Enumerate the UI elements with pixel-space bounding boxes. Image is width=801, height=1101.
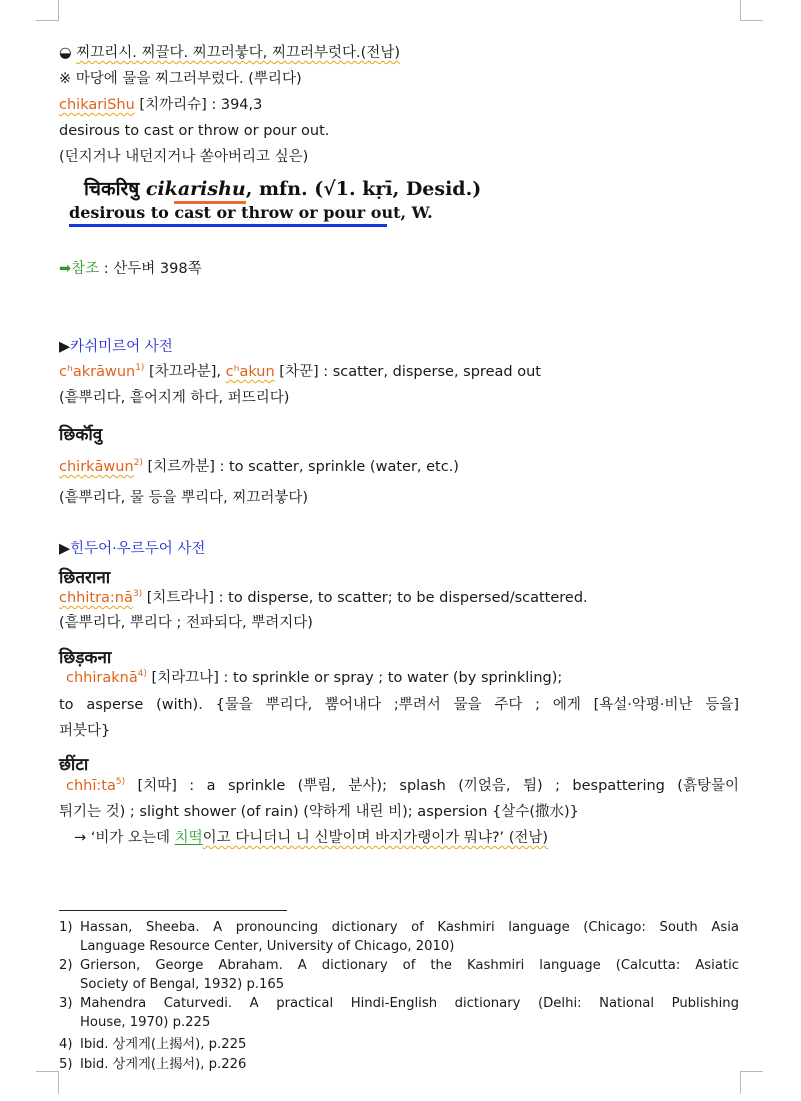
triangle-right-icon: ▶: [59, 541, 71, 557]
hindi-gloss-ko-1: (흩뿌리다, 뿌리다 ; 전파되다, 뿌려지다): [59, 615, 313, 631]
hindi-devanagari-2: छिड़कना: [59, 648, 112, 668]
footnote-text-line-1: Ibid. 상게게(上揭서), p.226: [80, 1057, 247, 1072]
kashmiri-word-1: cʰakrāwun: [59, 364, 136, 380]
crop-mark-bottom-left: [36, 1071, 59, 1094]
footnote-number: 3): [59, 996, 73, 1011]
triangle-right-icon: ▶: [59, 339, 71, 355]
hindi-devanagari-1: छितराना: [59, 568, 111, 588]
hindi-example-sentence: [74, 828, 739, 848]
footnote-ref-2[interactable]: 2): [133, 458, 143, 468]
scan-definition: desirous to cast or throw or pour out,: [69, 203, 407, 222]
hindi-entry-2: [66, 668, 739, 688]
hindi-heading-text: 힌두어·우르두어 사전: [70, 541, 206, 557]
kashmiri-gloss-ko-1: (흩뿌리다, 흩어지게 하다, 퍼뜨리다): [59, 390, 290, 406]
footnote-3: [59, 994, 739, 1032]
hindi-word-2: chhiraknā: [66, 670, 138, 686]
scan-transliteration: cikarishu: [145, 178, 246, 200]
hindi-gloss-2: [치라끄나] : to sprinkle or spray ; to water (by sprinkling);: [146, 670, 563, 686]
reference-line: [59, 259, 739, 279]
footnote-4: [59, 1035, 739, 1054]
footnote-number: 2): [59, 958, 73, 973]
hindi-entry-3: [66, 776, 739, 796]
footnote-1: [59, 918, 739, 956]
footnote-text-line-1: Ibid. 상게게(上揭서), p.225: [80, 1037, 247, 1052]
footnote-number: 1): [59, 920, 73, 935]
scan-definition-line: [69, 203, 433, 222]
footnote-number: 4): [59, 1037, 73, 1052]
footnote-5: [59, 1055, 739, 1074]
scan-source: W.: [406, 203, 433, 222]
entry-meaning-en: desirous to cast or throw or pour out.: [59, 123, 330, 139]
footnote-2: [59, 956, 739, 994]
hindi-heading: [59, 539, 739, 559]
footnote-separator: [59, 910, 287, 911]
dialect-forms: 찌끄리시. 찌끌다. 찌끄러붛다, 찌끄러부럿다.(전남): [76, 45, 400, 61]
footnote-ref-1[interactable]: 1): [135, 363, 145, 373]
hindi-gloss-3-line-2: 튀기는 것) ; slight shower (of rain) (약하게 내린 비); aspersion {살수(撒水)}: [59, 804, 579, 820]
kashmiri-gloss-2: [치르까분] : to scatter, sprinkle (water, etc.): [142, 459, 459, 475]
kashmiri-gloss-1: [차꾼] : scatter, disperse, spread out: [274, 364, 541, 380]
hindi-word-1: chhitra:nā: [59, 590, 133, 606]
kashmiri-word-1b: cʰakun: [225, 364, 275, 380]
footnote-text-line-1: Mahendra Caturvedi. A practical Hindi-English dictionary (Delhi: National Publishing: [80, 996, 739, 1011]
crop-mark-top-left: [36, 0, 59, 21]
footnote-ref-4[interactable]: 4): [137, 669, 147, 679]
half-circle-icon: ◒: [59, 45, 72, 61]
arrow-right-icon: ➡: [59, 261, 72, 277]
hindi-gloss-2-line-3: 퍼붓다}: [59, 723, 111, 739]
entry-headword: chikariShu: [59, 97, 135, 113]
hindi-gloss-2-line-2: to asperse (with). {물을 뿌리다, 뿜어내다 ;뿌려서 물을 주다 ; 에게 [욕설·악평·비난 등을]: [59, 697, 739, 713]
kashmiri-entry-1: [59, 362, 739, 382]
crop-mark-top-right: [740, 0, 763, 21]
scan-headword-line: [84, 175, 481, 201]
example-highlight-word: 치떡: [174, 830, 203, 846]
kashmiri-devanagari-2: छिर्कॉवु: [59, 425, 103, 445]
hindi-gloss-3: [치따] : a sprinkle (뿌림, 분사); splash (끼얹음, 튐) ; bespattering (흙탕물이: [125, 778, 739, 794]
hindi-entry-1: [59, 588, 739, 608]
scan-blue-underline: [69, 224, 387, 227]
kashmiri-heading-text: 카쉬미르어 사전: [70, 339, 173, 355]
hindi-devanagari-3: छींटा: [59, 755, 89, 775]
example-quote-end: 이고 다니더니 니 신발이며 바지가랭이가 뭐냐?’ (전남): [202, 830, 549, 846]
scan-grammar: , mfn. (√1. kṛī, Desid.): [245, 178, 482, 200]
footnote-text-line-2: House, 1970) p.225: [80, 1015, 211, 1030]
kashmiri-entry-2: [59, 457, 739, 477]
scan-devanagari: चिकरिषु: [84, 178, 140, 200]
intro-entry: [59, 95, 739, 115]
crop-mark-bottom-right: [740, 1071, 763, 1094]
dictionary-scan: [66, 173, 506, 233]
kashmiri-word-2: chirkāwun: [59, 459, 134, 475]
footnote-ref-5[interactable]: 5): [115, 777, 126, 787]
footnote-text-line-2: Society of Bengal, 1932) p.165: [80, 977, 285, 992]
entry-meaning-ko: (던지거나 내던지거나 쏟아버리고 싶은): [59, 149, 309, 165]
hindi-gloss-1: [치트라나] : to disperse, to scatter; to be dispersed/scattered.: [142, 590, 588, 606]
kashmiri-gloss-ko-2: (흩뿌리다, 물 등을 뿌리다, 찌끄러붛다): [59, 490, 309, 506]
intro-line-1: [59, 43, 739, 63]
example-quote-start: ‘비가 오는데: [86, 830, 175, 846]
footnote-number: 5): [59, 1057, 73, 1072]
reference-text: : 산두벼 398쪽: [99, 261, 202, 277]
footnote-text-line-1: Hassan, Sheeba. A pronouncing dictionary of Kashmiri language (Chicago: South Asia: [80, 920, 739, 935]
footnote-text-line-1: Grierson, George Abraham. A dictionary of the Kashmiri language (Calcutta: Asiatic: [80, 958, 739, 973]
hindi-word-3: chhī:ta: [66, 778, 116, 794]
arrow-right-icon: →: [74, 830, 87, 846]
footnote-text-line-2: Language Resource Center, University of Chicago, 2010): [80, 939, 455, 954]
footnote-ref-3[interactable]: 3): [132, 589, 143, 599]
reference-label: 참조: [71, 261, 100, 277]
entry-reading: [치까리슈] : 394,3: [134, 97, 263, 113]
kashmiri-heading: [59, 337, 739, 357]
kashmiri-reading-1: [차끄라분],: [144, 364, 226, 380]
intro-example: ※ 마당에 물을 찌그러부렀다. (뿌리다): [59, 71, 302, 87]
